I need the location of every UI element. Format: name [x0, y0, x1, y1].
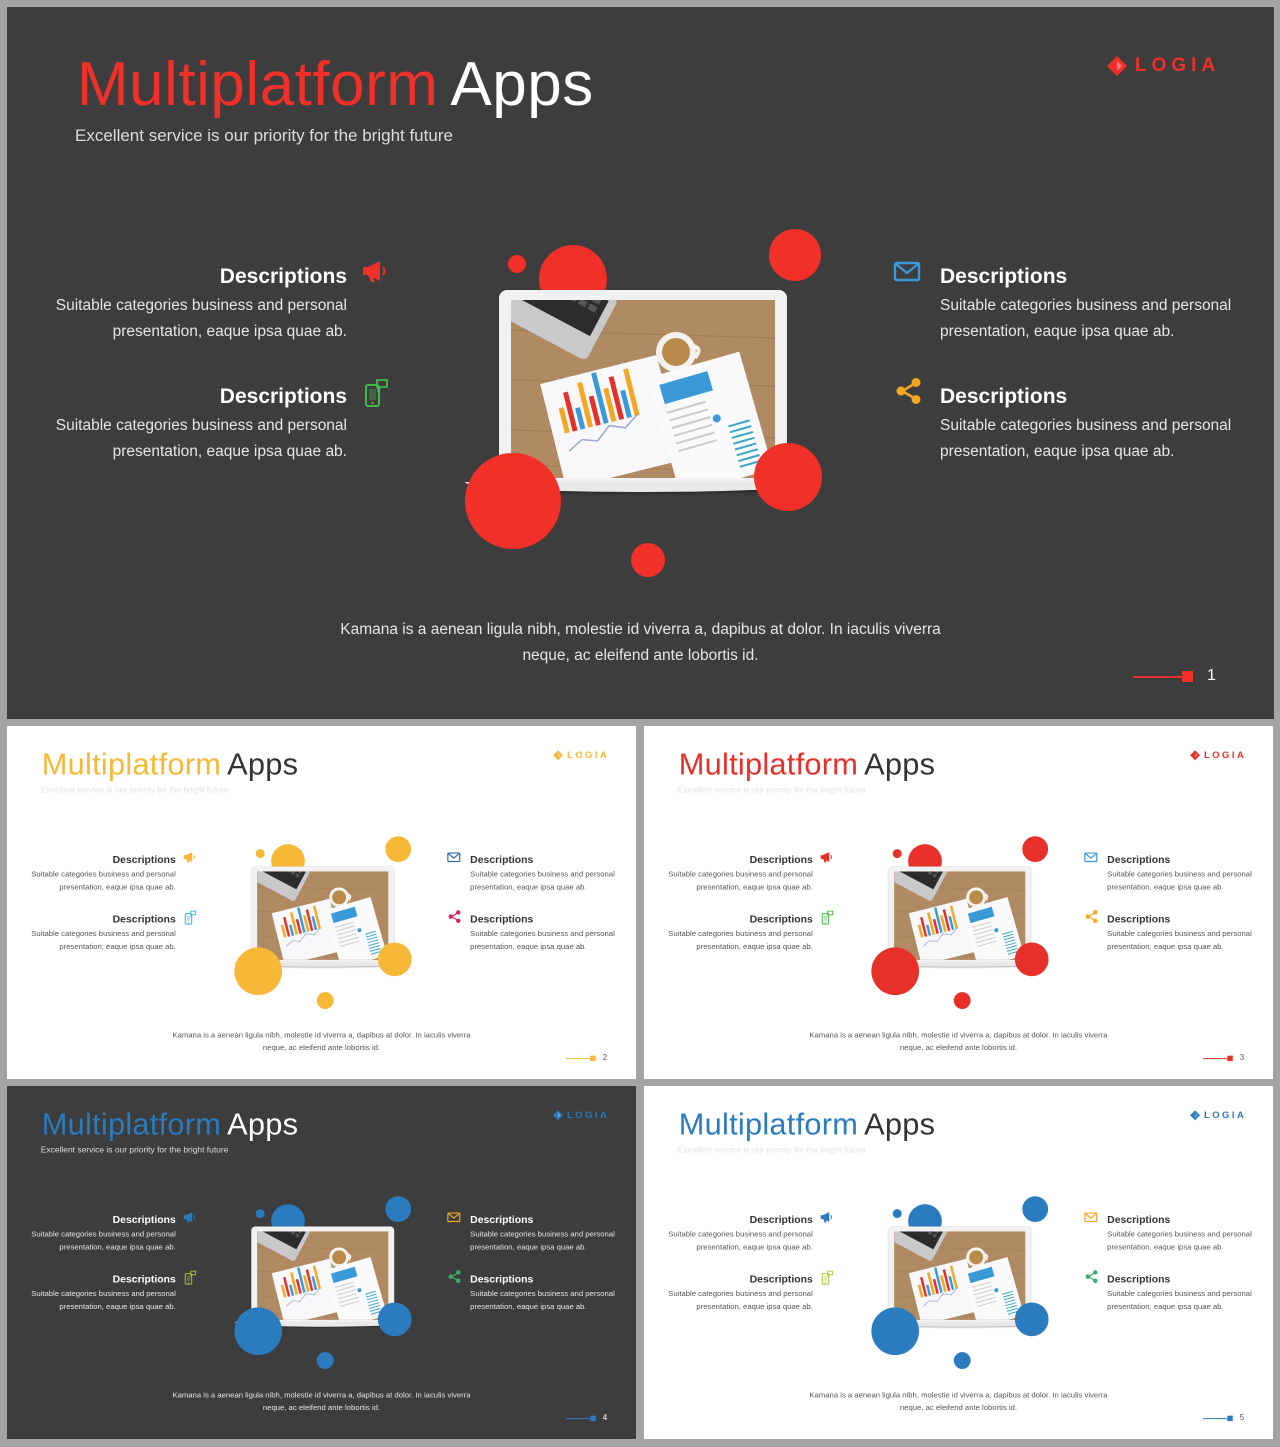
laptop-mockup: [888, 1226, 1031, 1325]
logo-icon: [1189, 1109, 1201, 1121]
title-colored: Multiplatform: [678, 1107, 859, 1142]
slide-subtitle: Excellent service is our priority for the bright future: [677, 785, 866, 795]
description-title: Descriptions: [749, 854, 813, 866]
description-text: Suitable categories business and personal presentation, eaque ipsa quae ab.: [31, 929, 176, 951]
description-block-bottom-left: [649, 913, 813, 954]
description-block-top-right: [470, 1213, 634, 1254]
slide-title: [42, 747, 299, 782]
title-colored: Multiplatform: [678, 747, 859, 782]
decor-circle-5: [754, 443, 822, 511]
description-title: Descriptions: [749, 1273, 813, 1286]
page-indicator-square: [1227, 1056, 1232, 1061]
laptop-mockup: [499, 290, 787, 490]
decor-circle-1: [508, 255, 526, 273]
description-block-top-left: [17, 263, 347, 345]
decor-circle-1: [893, 849, 902, 858]
description-text: Suitable categories business and personal presentation, eaque ipsa quae ab.: [55, 417, 347, 460]
share-icon: [1084, 909, 1100, 925]
slide-5[interactable]: [644, 1086, 1273, 1439]
brand-logo: [552, 1108, 617, 1123]
decor-circle-3: [385, 836, 411, 862]
decor-circle-5: [378, 1302, 412, 1336]
footer-text: Kamana is a aenean ligula nibh, molestie id viverra a, dapibus at dolor. In iaculis viverra neque, ac eleifend ante lobortis id.: [340, 621, 941, 664]
description-title: Descriptions: [112, 913, 176, 926]
description-block-top-right: [940, 263, 1270, 345]
brand-name: LOGIA: [566, 749, 610, 761]
share-icon: [447, 1269, 463, 1285]
laptop-mockup: [251, 1226, 394, 1325]
megaphone-icon: [182, 849, 198, 865]
laptop-screen-image: [511, 300, 775, 478]
slide-subtitle: Excellent service is our priority for the bright future: [40, 1145, 229, 1155]
brand-name: LOGIA: [1203, 749, 1247, 761]
description-text: Suitable categories business and personal presentation, eaque ipsa quae ab.: [668, 929, 813, 951]
page-indicator-line: [1133, 676, 1188, 678]
page-indicator-square: [1182, 671, 1193, 682]
megaphone-icon: [819, 1209, 835, 1225]
mobile-phone-icon: [182, 1270, 198, 1286]
description-block-top-right: [1107, 1213, 1271, 1254]
description-text: Suitable categories business and personal presentation, eaque ipsa quae ab.: [31, 1229, 176, 1252]
title-plain: Apps: [864, 747, 936, 782]
decor-circle-3: [769, 229, 821, 281]
description-text: Suitable categories business and personal presentation, eaque ipsa quae ab.: [1107, 1229, 1252, 1252]
description-title: Descriptions: [112, 854, 176, 866]
mail-icon: [891, 255, 923, 287]
description-title: Descriptions: [940, 385, 1068, 408]
decor-circle-4: [871, 947, 919, 995]
brand-logo: [1105, 52, 1235, 82]
slide-4[interactable]: [7, 1086, 636, 1439]
description-block-top-left: [12, 853, 176, 894]
title-plain: Apps: [227, 1107, 299, 1142]
description-text: Suitable categories business and personal presentation, eaque ipsa quae ab.: [470, 1229, 615, 1252]
decor-circle-4: [465, 453, 561, 549]
brand-name: LOGIA: [1203, 1109, 1247, 1121]
title-plain: Apps: [227, 747, 299, 782]
mail-icon: [1083, 849, 1099, 865]
footer-text: Kamana is a aenean ligula nibh, molestie id viverra a, dapibus at dolor. In iaculis viverra neque, ac eleifend ante lobortis id.: [809, 1030, 1108, 1053]
decor-circle-6: [317, 992, 334, 1009]
brand-name: LOGIA: [1135, 55, 1221, 76]
description-title: Descriptions: [749, 1214, 813, 1226]
share-icon: [1084, 1269, 1100, 1285]
description-block-bottom-right: [940, 383, 1270, 465]
brand-logo: [552, 748, 617, 763]
description-block-bottom-right: [1107, 913, 1271, 954]
decor-circle-1: [256, 849, 265, 858]
page-number: 2: [602, 1053, 608, 1063]
description-block-bottom-right: [470, 1273, 634, 1314]
footer-text: Kamana is a aenean ligula nibh, molestie id viverra a, dapibus at dolor. In iaculis viverra neque, ac eleifend ante lobortis id.: [172, 1390, 471, 1413]
slide-subtitle: Excellent service is our priority for the bright future: [677, 1145, 866, 1155]
description-text: Suitable categories business and personal presentation, eaque ipsa quae ab.: [470, 1289, 615, 1311]
description-title: Descriptions: [1107, 1214, 1171, 1226]
decor-circle-4: [234, 947, 282, 995]
laptop-screen-image: [894, 1231, 1025, 1319]
page-indicator-line: [1203, 1058, 1230, 1059]
mobile-phone-icon: [182, 910, 198, 926]
description-block-top-right: [470, 853, 634, 894]
mobile-phone-icon: [819, 1270, 835, 1286]
title-colored: Multiplatform: [41, 747, 222, 782]
logo-icon: [552, 749, 564, 761]
decor-circle-1: [893, 1209, 902, 1218]
title-plain: Apps: [450, 50, 594, 119]
description-block-top-left: [649, 853, 813, 894]
description-text: Suitable categories business and personal presentation, eaque ipsa quae ab.: [668, 1229, 813, 1252]
page-number: 3: [1239, 1053, 1245, 1063]
page-number: 1: [1207, 667, 1216, 684]
description-title: Descriptions: [1107, 854, 1171, 866]
description-block-bottom-left: [12, 913, 176, 954]
decor-circle-3: [1022, 1196, 1048, 1222]
description-title: Descriptions: [112, 1273, 176, 1286]
description-text: Suitable categories business and personal presentation, eaque ipsa quae ab.: [31, 869, 176, 892]
megaphone-icon: [182, 1209, 198, 1225]
description-block-bottom-right: [1107, 1273, 1271, 1314]
brand-logo: [1189, 748, 1254, 763]
description-text: Suitable categories business and personal presentation, eaque ipsa quae ab.: [470, 869, 615, 892]
mail-icon: [1083, 1209, 1099, 1225]
brand-name: LOGIA: [566, 1109, 610, 1121]
description-text: Suitable categories business and personal presentation, eaque ipsa quae ab.: [940, 417, 1232, 460]
description-block-top-left: [649, 1213, 813, 1254]
decor-circle-6: [954, 992, 971, 1009]
description-block-bottom-left: [17, 383, 347, 465]
slide-subtitle: Excellent service is our priority for the bright future: [40, 785, 229, 795]
mail-icon: [446, 1209, 462, 1225]
slide-title: [679, 747, 936, 782]
page-indicator-square: [590, 1056, 595, 1061]
description-block-top-left: [12, 1213, 176, 1254]
decor-circle-6: [317, 1352, 334, 1369]
description-title: Descriptions: [1107, 1273, 1171, 1286]
description-text: Suitable categories business and personal presentation, eaque ipsa quae ab.: [1107, 1289, 1252, 1311]
megaphone-icon: [359, 255, 391, 287]
megaphone-icon: [819, 849, 835, 865]
description-block-bottom-left: [12, 1273, 176, 1314]
description-title: Descriptions: [219, 385, 347, 408]
description-block-top-right: [1107, 853, 1271, 894]
slide-2[interactable]: [7, 726, 636, 1079]
description-title: Descriptions: [219, 265, 347, 288]
footer-text: Kamana is a aenean ligula nibh, molestie id viverra a, dapibus at dolor. In iaculis viverra neque, ac eleifend ante lobortis id.: [809, 1390, 1108, 1413]
mobile-phone-icon: [359, 377, 391, 409]
decor-circle-5: [378, 942, 412, 976]
brand-logo: [1189, 1108, 1254, 1123]
logo-icon: [1189, 749, 1201, 761]
laptop-mockup: [251, 866, 394, 965]
description-text: Suitable categories business and personal presentation, eaque ipsa quae ab.: [1107, 869, 1252, 892]
laptop-screen-image: [257, 1231, 388, 1319]
decor-circle-6: [954, 1352, 971, 1369]
title-colored: Multiplatform: [77, 50, 439, 119]
description-title: Descriptions: [470, 913, 534, 926]
description-title: Descriptions: [1107, 913, 1171, 926]
description-title: Descriptions: [940, 265, 1068, 288]
description-text: Suitable categories business and personal presentation, eaque ipsa quae ab.: [470, 929, 615, 951]
decor-circle-5: [1015, 942, 1049, 976]
mail-icon: [446, 849, 462, 865]
slide-3[interactable]: [644, 726, 1273, 1079]
slide-title: [77, 49, 594, 120]
description-text: Suitable categories business and personal presentation, eaque ipsa quae ab.: [31, 1289, 176, 1311]
description-text: Suitable categories business and personal presentation, eaque ipsa quae ab.: [940, 297, 1232, 340]
share-icon: [893, 375, 925, 407]
slide-title: [679, 1107, 936, 1142]
description-title: Descriptions: [470, 1214, 534, 1226]
page-indicator-square: [590, 1416, 595, 1421]
description-text: Suitable categories business and personal presentation, eaque ipsa quae ab.: [668, 869, 813, 892]
laptop-screen-image: [894, 871, 1025, 959]
description-title: Descriptions: [112, 1214, 176, 1226]
description-block-bottom-right: [470, 913, 634, 954]
share-icon: [447, 909, 463, 925]
decor-circle-3: [385, 1196, 411, 1222]
description-text: Suitable categories business and personal presentation, eaque ipsa quae ab.: [668, 1289, 813, 1311]
title-plain: Apps: [864, 1107, 936, 1142]
footer-text: Kamana is a aenean ligula nibh, molestie id viverra a, dapibus at dolor. In iaculis viverra neque, ac eleifend ante lobortis id.: [172, 1030, 471, 1053]
page-indicator-square: [1227, 1416, 1232, 1421]
laptop-screen-image: [257, 871, 388, 959]
slide-1[interactable]: [7, 7, 1274, 719]
decor-circle-5: [1015, 1302, 1049, 1336]
description-block-bottom-left: [649, 1273, 813, 1314]
page-indicator-line: [1203, 1418, 1230, 1419]
decor-circle-4: [234, 1307, 282, 1355]
description-title: Descriptions: [470, 1273, 534, 1286]
slide-title: [42, 1107, 299, 1142]
title-colored: Multiplatform: [41, 1107, 222, 1142]
laptop-mockup: [888, 866, 1031, 965]
decor-circle-3: [1022, 836, 1048, 862]
page-number: 5: [1239, 1413, 1245, 1423]
page-number: 4: [602, 1413, 608, 1423]
description-title: Descriptions: [749, 913, 813, 926]
description-text: Suitable categories business and personal presentation, eaque ipsa quae ab.: [1107, 929, 1252, 951]
description-title: Descriptions: [470, 854, 534, 866]
description-text: Suitable categories business and personal presentation, eaque ipsa quae ab.: [55, 297, 347, 340]
decor-circle-4: [871, 1307, 919, 1355]
page-indicator-line: [566, 1418, 593, 1419]
logo-icon: [552, 1109, 564, 1121]
decor-circle-1: [256, 1209, 265, 1218]
logo-icon: [1105, 54, 1129, 78]
decor-circle-6: [631, 543, 665, 577]
slide-subtitle: Excellent service is our priority for the bright future: [75, 126, 453, 145]
mobile-phone-icon: [819, 910, 835, 926]
page-indicator-line: [566, 1058, 593, 1059]
